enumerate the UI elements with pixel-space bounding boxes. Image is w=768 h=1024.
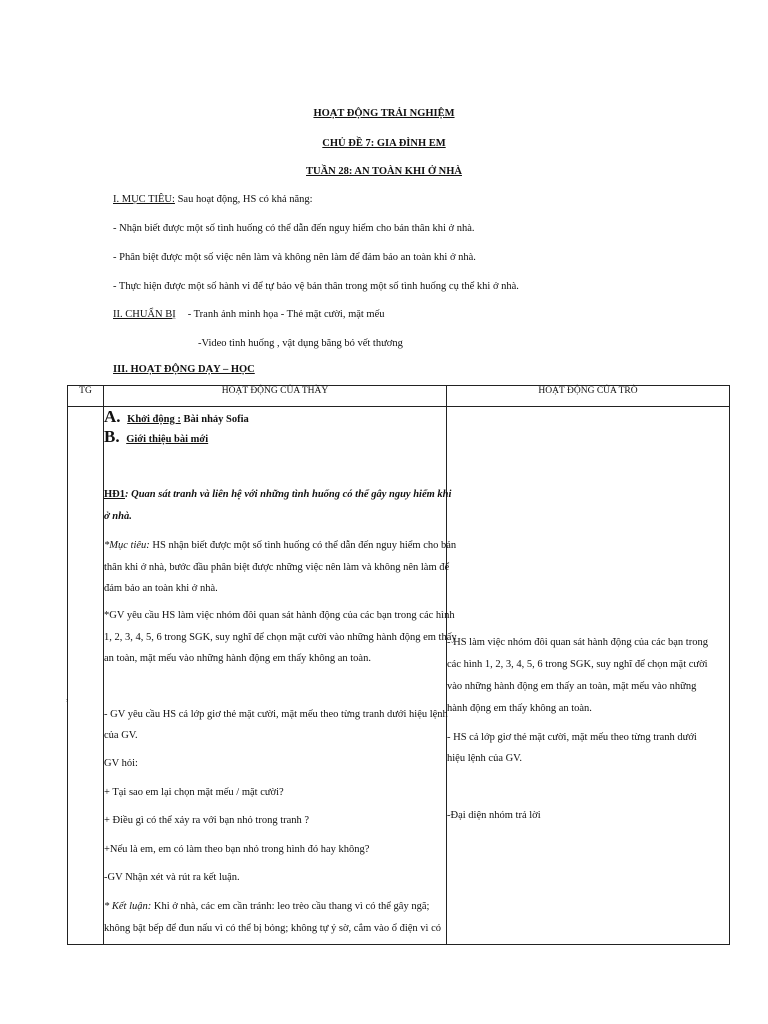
- goal-line: [104, 540, 456, 551]
- conclusion-text-cont: không bật bếp để đun nấu vì có thể bị bỏng; không tự ý sờ, cắm vào ổ điện vì có: [104, 923, 441, 934]
- gv-ask: GV hỏi:: [104, 758, 138, 769]
- hd1-line: [104, 489, 451, 500]
- student-activity-1-cont: các hình 1, 2, 3, 4, 5, 6 trong SGK, suy nghĩ để chọn mặt cười: [447, 659, 708, 670]
- table-row: [68, 407, 730, 945]
- question-1: + Tại sao em lại chọn mặt mếu / mặt cười?: [104, 787, 284, 798]
- question-2: + Điều gì có thể xảy ra với bạn nhỏ trong tranh ?: [104, 815, 310, 826]
- section-b-letter: B.: [104, 427, 120, 446]
- student-activity-2: - HS cả lớp giơ thẻ mặt cười, mặt mếu theo từng tranh dưới: [447, 732, 697, 743]
- doc-title-topic: CHỦ ĐỀ 7: GIA ĐÌNH EM: [322, 138, 446, 149]
- hd1-label: HĐ1: [104, 489, 125, 500]
- student-activity-3: -Đại diện nhóm trả lời: [447, 810, 541, 821]
- conclusion-text: Khi ở nhà, các em cần tránh: leo trèo cầu thang vì có thể gây ngã;: [151, 901, 430, 912]
- student-activity-2-cont: hiệu lệnh của GV.: [447, 753, 523, 764]
- section-a-rest: Bài nhảy Sofia: [180, 414, 249, 425]
- col-header-student: HOẠT ĐỘNG CỦA TRÒ: [447, 386, 730, 407]
- conclusion-line: [104, 901, 429, 912]
- doc-title-activity: HOẠT ĐỘNG TRẢI NGHIỆM: [313, 108, 455, 119]
- doc-title-week: TUẦN 28: AN TOÀN KHI Ở NHÀ: [306, 166, 462, 177]
- preparation-line: [113, 309, 385, 320]
- goal-text-cont: đảm bảo an toàn khi ở nhà.: [104, 583, 218, 594]
- lesson-plan-table: [67, 385, 730, 945]
- section-b: [104, 427, 208, 447]
- section-b-title: Giới thiệu bài mới: [126, 434, 209, 445]
- gv-instruction-2: - GV yêu cầu HS cả lớp giơ thẻ mặt cười, mặt mếu theo từng tranh dưới hiệu lệnh: [104, 709, 448, 720]
- gv-instruction-1-cont: 1, 2, 3, 4, 5, 6 trong SGK, suy nghĩ để chọn mặt cười vào những hành động em thấy: [104, 632, 457, 643]
- goal-label: *Mục tiêu:: [104, 540, 150, 551]
- hd1-text-cont: ở nhà.: [104, 511, 132, 522]
- objectives-intro: Sau hoạt động, HS có khả năng:: [174, 194, 313, 205]
- hd1-text: : Quan sát tranh và liên hệ với những tình huống có thể gây nguy hiểm khi: [125, 489, 452, 500]
- tg-cell: [68, 407, 104, 945]
- conclusion-label: * Kết luận:: [104, 901, 152, 912]
- section-a-title: Khởi động :: [127, 414, 181, 425]
- objectives-heading: [113, 194, 313, 205]
- goal-text: HS nhận biết được một số tình huống có thể dẫn đến nguy hiểm cho bản: [149, 540, 457, 551]
- gv-instruction-2-cont: của GV.: [104, 730, 138, 741]
- table-header-row: [68, 386, 730, 407]
- col-header-teacher: HOẠT ĐỘNG CỦA THẦY: [104, 386, 447, 407]
- gv-instruction-1-cont: an toàn, mặt mếu vào những hành động em thấy không an toàn.: [104, 653, 371, 664]
- gv-review: -GV Nhận xét và rút ra kết luận.: [104, 872, 240, 883]
- student-activity-1-cont: hành động em thấy không an toàn.: [447, 703, 592, 714]
- activities-heading: III. HOẠT ĐỘNG DẠY – HỌC: [113, 364, 255, 375]
- objectives-label: I. MỤC TIÊU:: [113, 194, 175, 205]
- teacher-cell: [104, 407, 457, 945]
- tg-mark: ,: [66, 692, 69, 703]
- preparation-line-2: -Video tình huống , vật dụng băng bó vết thương: [198, 338, 403, 349]
- col-header-tg: TG: [68, 386, 104, 407]
- question-3: +Nếu là em, em có làm theo bạn nhỏ trong hình đó hay không?: [104, 844, 370, 855]
- objective-item: - Thực hiện được một số hành vi để tự bảo vệ bản thân trong một số tình huống cụ thể khi ở nhà.: [113, 281, 519, 292]
- student-cell: [447, 407, 730, 945]
- section-a-letter: A.: [104, 407, 121, 426]
- preparation-items: - Tranh ảnh minh họa - Thẻ mặt cười, mặt mếu: [187, 309, 385, 320]
- gv-instruction-1: *GV yêu cầu HS làm việc nhóm đôi quan sát hành động của các bạn trong các hình: [104, 610, 455, 621]
- preparation-label: II. CHUẨN BỊ: [113, 309, 176, 320]
- student-activity-1: - HS làm việc nhóm đôi quan sát hành động của các bạn trong: [447, 637, 708, 648]
- section-a: [104, 407, 249, 427]
- student-activity-1-cont: vào những hành động em thấy an toàn, mặt mếu vào những: [447, 681, 697, 692]
- objective-item: - Nhận biết được một số tình huống có thể dẫn đến nguy hiểm cho bản thân khi ở nhà.: [113, 223, 475, 234]
- goal-text-cont: thân khi ở nhà, bước đầu phân biệt được những việc nên làm và không nên làm để: [104, 562, 450, 573]
- objective-item: - Phân biệt được một số việc nên làm và không nên làm để đảm bảo an toàn khi ở nhà.: [113, 252, 476, 263]
